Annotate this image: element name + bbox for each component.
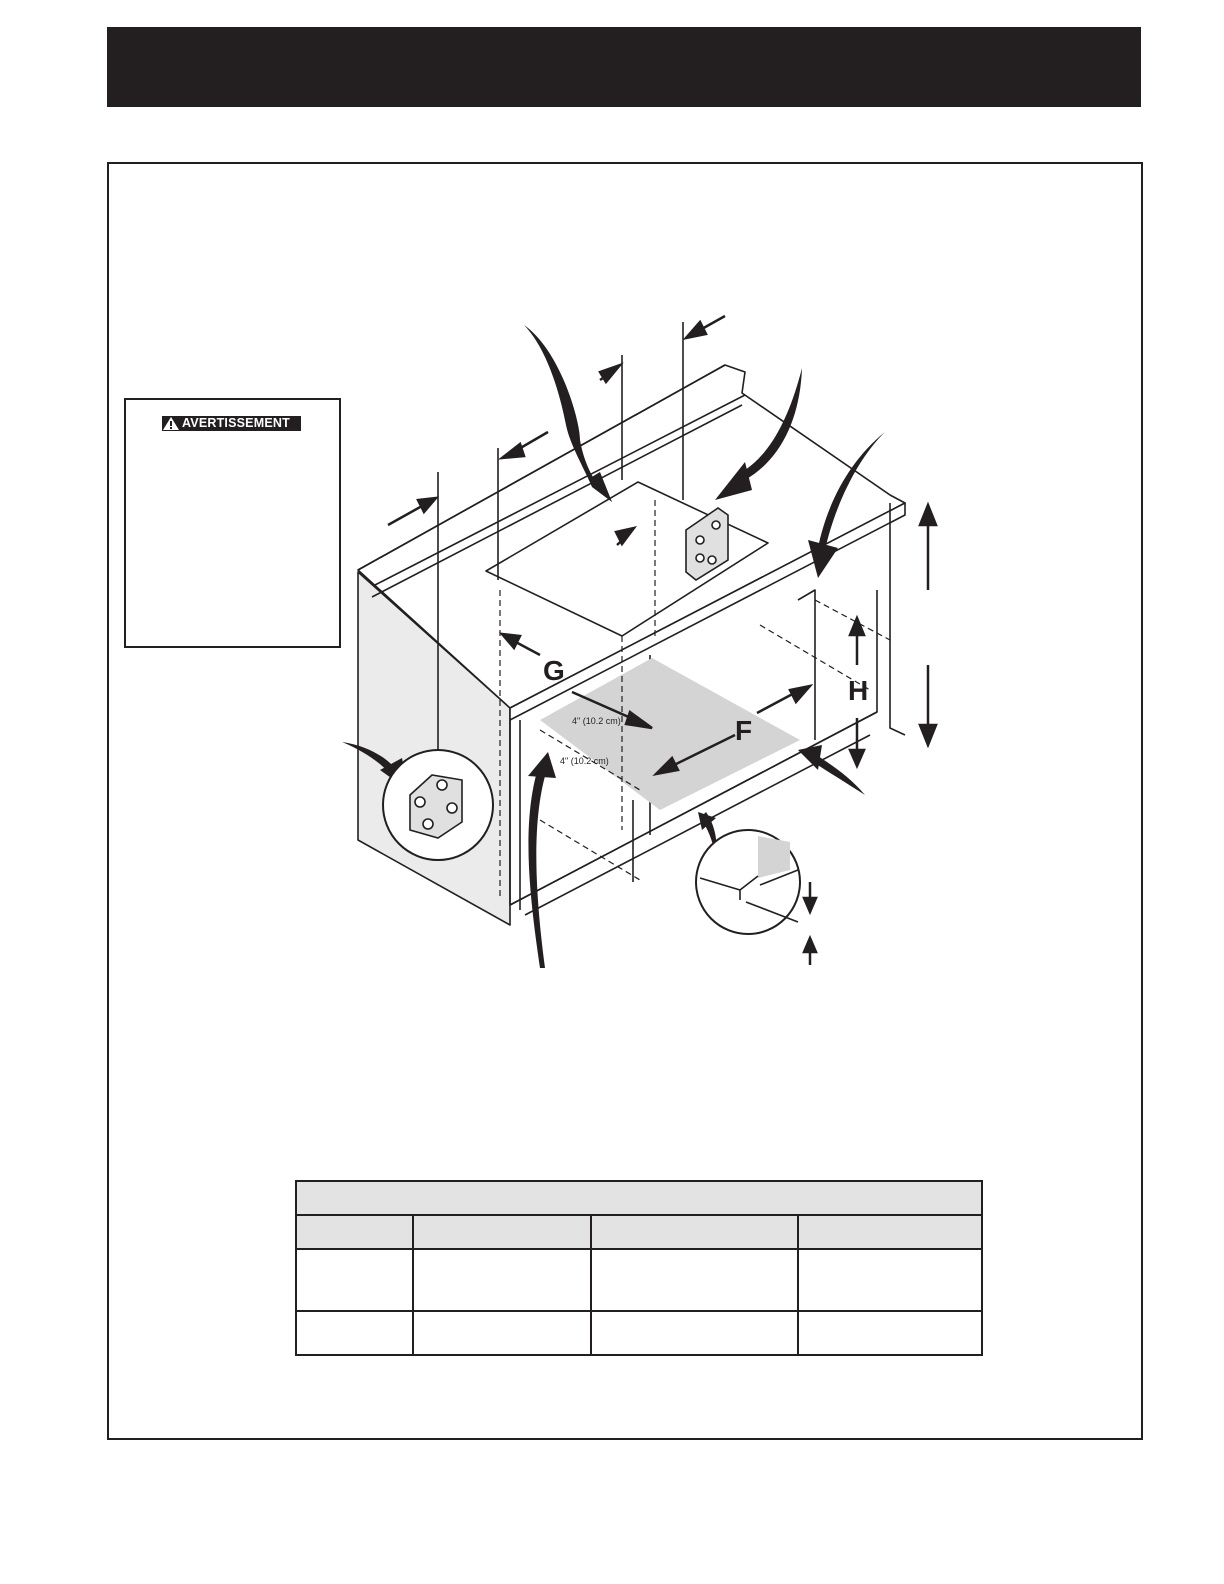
callout-arrow-bottom xyxy=(528,762,548,968)
base-detail-circle xyxy=(696,830,800,934)
dimension-offset-top: 4" (10.2 cm) xyxy=(572,716,621,726)
table-divider xyxy=(590,1216,592,1354)
warning-triangle-icon xyxy=(162,416,180,431)
label-g: G xyxy=(543,655,565,686)
table-title-row xyxy=(297,1182,981,1216)
warning-box xyxy=(124,398,341,648)
warning-badge xyxy=(162,416,301,431)
dimension-offset-side: 4" (10.2 cm) xyxy=(560,756,609,766)
table-header-row xyxy=(297,1216,981,1250)
table-divider xyxy=(412,1216,414,1354)
table-divider xyxy=(797,1216,799,1354)
label-h: H xyxy=(848,675,869,706)
spec-table xyxy=(295,1180,983,1356)
label-f: F xyxy=(735,715,753,746)
table-row xyxy=(297,1250,981,1312)
warning-label: AVERTISSEMENT xyxy=(182,416,290,430)
